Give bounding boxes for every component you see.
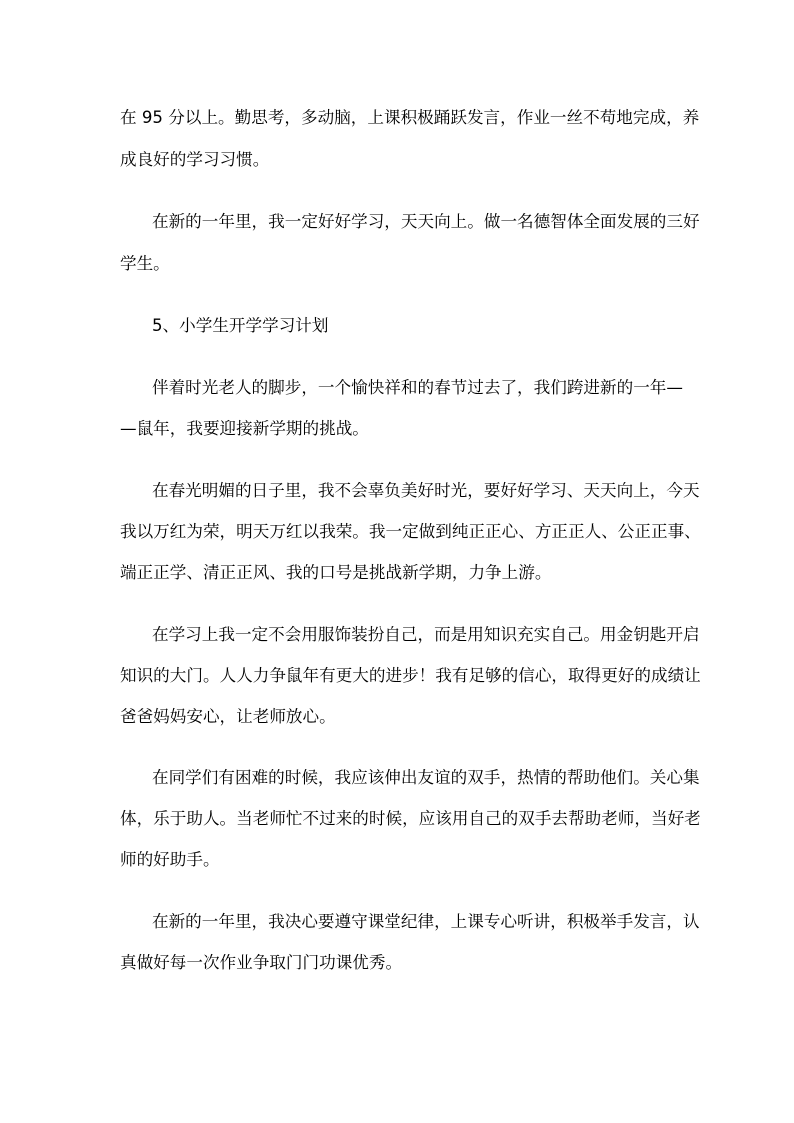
paragraph-3-line-1: 伴着时光老人的脚步，一个愉快祥和的春节过去了，我们跨进新的一年— (152, 378, 683, 397)
paragraph-3-line-2: —鼠年，我要迎接新学期的挑战。 (120, 419, 369, 438)
section-heading: 5、小学生开学学习计划 (152, 316, 329, 335)
paragraph-6-line-1: 在同学们有困难的时候，我应该伸出友谊的双手，热情的帮助他们。关心集 (152, 768, 700, 787)
paragraph-4-line-3: 端正正学、清正正风、我的口号是挑战新学期，力争上游。 (120, 563, 552, 582)
paragraph-2-line-1: 在新的一年里，我一定好好学习，天天向上。做一名德智体全面发展的三好 (152, 212, 700, 231)
paragraph-5-line-1: 在学习上我一定不会用服饰装扮自己，而是用知识充实自己。用金钥匙开启 (152, 625, 700, 644)
paragraph-7-line-1: 在新的一年里，我决心要遵守课堂纪律，上课专心听讲，积极举手发言，认 (152, 912, 700, 931)
paragraph-1-line-1: 在 95 分以上。勤思考，多动脑，上课积极踊跃发言，作业一丝不苟地完成，养 (120, 108, 700, 127)
paragraph-5-line-3: 爸爸妈妈安心，让老师放心。 (120, 707, 336, 726)
paragraph-6-line-3: 师的好助手。 (120, 850, 220, 869)
paragraph-1-line-2: 成良好的学习习惯。 (120, 150, 270, 169)
paragraph-2-line-2: 学生。 (120, 254, 170, 273)
paragraph-6-line-2: 体，乐于助人。当老师忙不过来的时候，应该用自己的双手去帮助老师，当好老 (120, 809, 701, 828)
paragraph-4-line-2: 我以万红为荣，明天万红以我荣。我一定做到纯正正心、方正正人、公正正事、 (120, 522, 701, 541)
paragraph-7-line-2: 真做好每一次作业争取门门功课优秀。 (120, 953, 403, 972)
paragraph-4-line-1: 在春光明媚的日子里，我不会辜负美好时光，要好好学习、天天向上，今天 (152, 481, 700, 500)
paragraph-5-line-2: 知识的大门。人人力争鼠年有更大的进步！我有足够的信心，取得更好的成绩让 (120, 666, 701, 685)
